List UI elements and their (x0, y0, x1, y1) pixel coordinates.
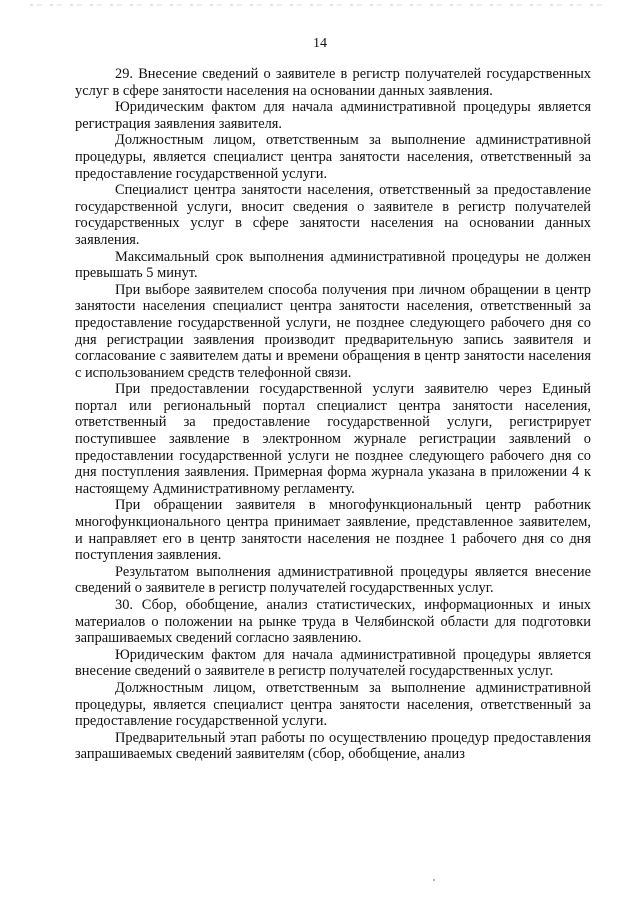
paragraph-legal-fact-30: Юридическим фактом для начала административной процедуры является внесение сведений о заявителе в регистр получателей государственных услуг. (75, 646, 591, 680)
paragraph-responsible-official: Должностным лицом, ответственным за выполнение административной процедуры, является специалист центра занятости населения, ответственный за предоставление государственной услуги. (75, 132, 591, 182)
paragraph-result: Результатом выполнения административной процедуры является внесение сведений о заявителе в регистр получателей государственных услуг. (75, 563, 591, 597)
paragraph-item-29-title: 29. Внесение сведений о заявителе в регистр получателей государственных услуг в сфере занятости населения на основании данных заявления. (75, 66, 591, 99)
document-body (75, 66, 591, 763)
paragraph-responsible-official-30: Должностным лицом, ответственным за выполнение административной процедуры, является специалист центра занятости населения, ответственный за предоставление государственной услуги. (75, 679, 591, 730)
paragraph-legal-fact: Юридическим фактом для начала административной процедуры является регистрация заявления заявителя. (75, 99, 591, 132)
scan-speck (433, 879, 435, 881)
paragraph-specialist-action: Специалист центра занятости населения, ответственный за предоставление государственной услуги, вносит сведения о заявителе в регистр получателей государственных услуг в сфере занятости населения на основании данных заявления. (75, 182, 591, 248)
paragraph-max-duration: Максимальный срок выполнения административной процедуры не должен превышать 5 минут. (75, 248, 591, 282)
paragraph-mfc-submission: При обращении заявителя в многофункциональный центр работник многофункционального центра принимает заявление, представленное заявителем, и направляет его в центр занятости населения не позднее 1 рабочего дня со дня поступления заявления. (75, 497, 591, 564)
paragraph-preliminary-stage: Предварительный этап работы по осуществлению процедур предоставления запрашиваемых сведений заявителям (сбор, обобщение, анализ (75, 729, 591, 763)
paragraph-item-30-title: 30. Сбор, обобщение, анализ статистических, информационных и иных материалов о положении на рынке труда в Челябинской области для подготовки запрашиваемых сведений согласно заявлению. (75, 597, 591, 647)
paragraph-personal-visit: При выборе заявителем способа получения при личном обращении в центр занятости населения специалист центра занятости населения, ответственный за предоставление государственной услуги, не позднее следующего рабочего дня со дня регистрации заявления производит предварительную запись заявителя и согласование с заявителем даты и времени обращения в центр занятости населения с использованием средств телефонной связи. (75, 281, 591, 381)
paragraph-portal-submission: При предоставлении государственной услуги заявителю через Единый портал или региональный портал специалист центра занятости населения, ответственный за предоставление государственной услуги, регистрирует поступившее заявление в электронном журнале регистрации заявлений о предоставлении государственной услуги не позднее следующего рабочего дня со дня поступления заявления. Примерная форма журнала указана в приложении 4 к настоящему Административному регламенту. (75, 381, 591, 497)
page-number: 14 (313, 36, 327, 51)
scan-edge-artifact (30, 4, 610, 6)
